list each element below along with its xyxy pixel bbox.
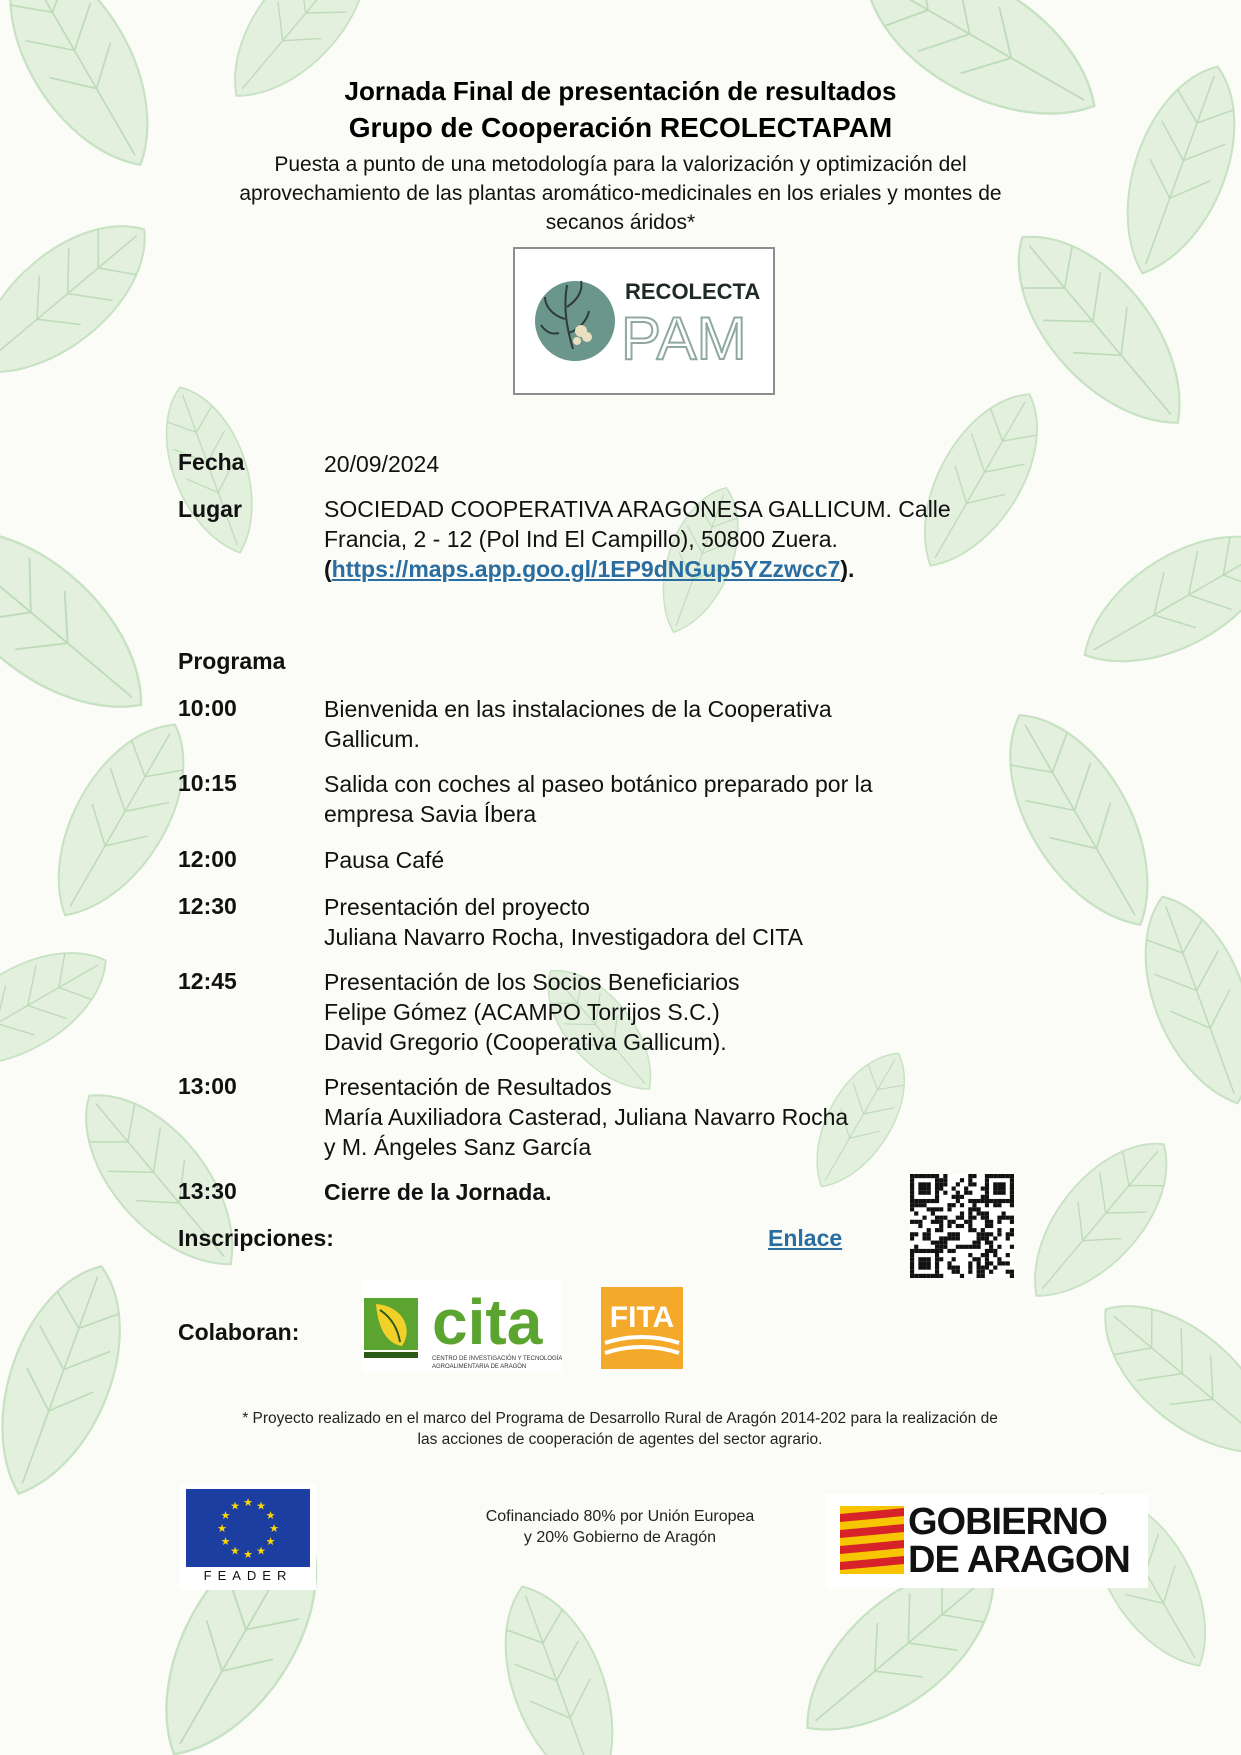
logo-word-recolecta: RECOLECTA bbox=[625, 279, 761, 304]
svg-text:★: ★ bbox=[220, 1509, 231, 1522]
programa-heading: Programa bbox=[178, 648, 286, 674]
eu-flag-icon bbox=[186, 1489, 310, 1567]
maps-link[interactable]: https://maps.app.goo.gl/1EP9dNGup5YZzwcc7 bbox=[331, 556, 841, 582]
lugar-open-paren: ( bbox=[324, 556, 332, 582]
colaboran-label: Colaboran: bbox=[178, 1319, 300, 1345]
svg-text:★: ★ bbox=[217, 1522, 227, 1535]
schedule-line: David Gregorio (Cooperativa Gallicum). bbox=[324, 1029, 727, 1055]
gobierno-aragon-wordmark bbox=[908, 1503, 1130, 1579]
inscripciones-link[interactable]: Enlace bbox=[768, 1225, 843, 1251]
schedule-line: Pausa Café bbox=[324, 847, 445, 873]
svg-text:★: ★ bbox=[230, 1544, 240, 1558]
page-title-line2: Grupo de Cooperación RECOLECTAPAM bbox=[348, 112, 893, 143]
subtitle-line: Puesta a punto de una metodología para la valorización y optimización del bbox=[274, 153, 967, 176]
schedule-time: 13:00 bbox=[178, 1073, 237, 1099]
schedule-time: 12:30 bbox=[178, 893, 237, 919]
recolectapam-logo-graphic bbox=[515, 249, 773, 393]
svg-text:★: ★ bbox=[265, 1509, 276, 1522]
footnote-line: * Proyecto realizado en el marco del Programa de Desarrollo Rural de Aragón 2014-202 para la realización de bbox=[242, 1410, 998, 1427]
svg-text:★: ★ bbox=[256, 1499, 266, 1513]
schedule-time: 10:00 bbox=[178, 695, 237, 721]
logo-circle bbox=[535, 281, 615, 361]
schedule-item bbox=[324, 769, 1084, 829]
fecha-value: 20/09/2024 bbox=[324, 451, 440, 477]
schedule-time: 10:15 bbox=[178, 770, 237, 796]
schedule-item bbox=[324, 892, 1084, 952]
schedule-time: 12:45 bbox=[178, 968, 237, 994]
schedule-line: Felipe Gómez (ACAMPO Torrijos S.C.) bbox=[324, 999, 720, 1025]
schedule-item bbox=[324, 845, 1084, 875]
cofinanciado-text bbox=[440, 1506, 800, 1548]
svg-text:★: ★ bbox=[243, 1548, 253, 1561]
subtitle-line: aprovechamiento de las plantas aromático-medicinales en los eriales y montes de bbox=[239, 182, 1002, 205]
schedule-line: Bienvenida en las instalaciones de la Cooperativa bbox=[324, 696, 832, 722]
schedule-time: 13:30 bbox=[178, 1178, 237, 1204]
svg-text:★: ★ bbox=[230, 1499, 240, 1513]
lugar-label: Lugar bbox=[178, 496, 242, 522]
schedule-item bbox=[324, 1072, 1084, 1162]
logo-word-pam: PAM bbox=[621, 305, 747, 372]
schedule-line: Salida con coches al paseo botánico preparado por la bbox=[324, 771, 873, 797]
schedule-line: María Auxiliadora Casterad, Juliana Navarro Rocha bbox=[324, 1104, 849, 1130]
lugar-line: SOCIEDAD COOPERATIVA ARAGONESA GALLICUM. Calle bbox=[324, 496, 951, 522]
cita-subtitle-line: AGROALIMENTARIA DE ARAGÓN bbox=[432, 1364, 527, 1370]
lugar-line: Francia, 2 - 12 (Pol Ind El Campillo), 50800 Zuera. bbox=[324, 526, 838, 552]
schedule-time: 12:00 bbox=[178, 846, 237, 872]
inscripciones-label: Inscripciones: bbox=[178, 1225, 334, 1251]
cita-logo bbox=[362, 1280, 562, 1372]
svg-text:★: ★ bbox=[243, 1496, 253, 1509]
schedule-line: Gallicum. bbox=[324, 726, 420, 752]
page-title-line1: Jornada Final de presentación de resultados bbox=[344, 76, 897, 106]
svg-text:★: ★ bbox=[265, 1535, 276, 1548]
footnote bbox=[170, 1408, 1070, 1450]
schedule-line: empresa Savia Íbera bbox=[324, 801, 537, 827]
fecha-label: Fecha bbox=[178, 449, 245, 475]
schedule-line: Presentación del proyecto bbox=[324, 894, 590, 920]
schedule-item bbox=[324, 694, 1084, 754]
fita-word: FITA bbox=[609, 1301, 675, 1334]
svg-text:★: ★ bbox=[269, 1522, 279, 1535]
feader-label: FEADER bbox=[203, 1568, 293, 1583]
schedule-line: Presentación de Resultados bbox=[324, 1074, 612, 1100]
schedule-item bbox=[324, 967, 1084, 1057]
cita-word: cita bbox=[432, 1286, 543, 1358]
gobierno-line: GOBIERNO bbox=[908, 1501, 1107, 1543]
svg-text:★: ★ bbox=[256, 1544, 266, 1558]
schedule-line: Juliana Navarro Rocha, Investigadora del CITA bbox=[324, 924, 803, 950]
lugar-close-paren: ). bbox=[840, 556, 855, 582]
schedule-line: Presentación de los Socios Beneficiarios bbox=[324, 969, 740, 995]
schedule-line: y M. Ángeles Sanz García bbox=[324, 1134, 592, 1160]
cofin-line: Cofinanciado 80% por Unión Europea bbox=[485, 1508, 755, 1525]
recolectapam-logo bbox=[513, 247, 775, 395]
cita-subtitle-line: CENTRO DE INVESTIGACIÓN Y TECNOLOGÍA bbox=[432, 1356, 562, 1362]
gobierno-line: DE ARAGON bbox=[908, 1539, 1130, 1581]
schedule-line: Cierre de la Jornada. bbox=[324, 1179, 552, 1205]
fita-logo bbox=[601, 1287, 683, 1369]
qr-code[interactable] bbox=[910, 1174, 1014, 1278]
footnote-line: las acciones de cooperación de agentes del sector agrario. bbox=[417, 1431, 823, 1448]
aragon-flag-icon bbox=[840, 1506, 904, 1574]
subtitle-line: secanos áridos* bbox=[545, 211, 696, 234]
svg-text:★: ★ bbox=[220, 1535, 231, 1548]
lugar-line bbox=[324, 554, 1074, 584]
project-subtitle bbox=[170, 150, 1071, 237]
cofin-line: y 20% Gobierno de Aragón bbox=[523, 1529, 717, 1546]
lugar-value bbox=[324, 494, 1074, 584]
